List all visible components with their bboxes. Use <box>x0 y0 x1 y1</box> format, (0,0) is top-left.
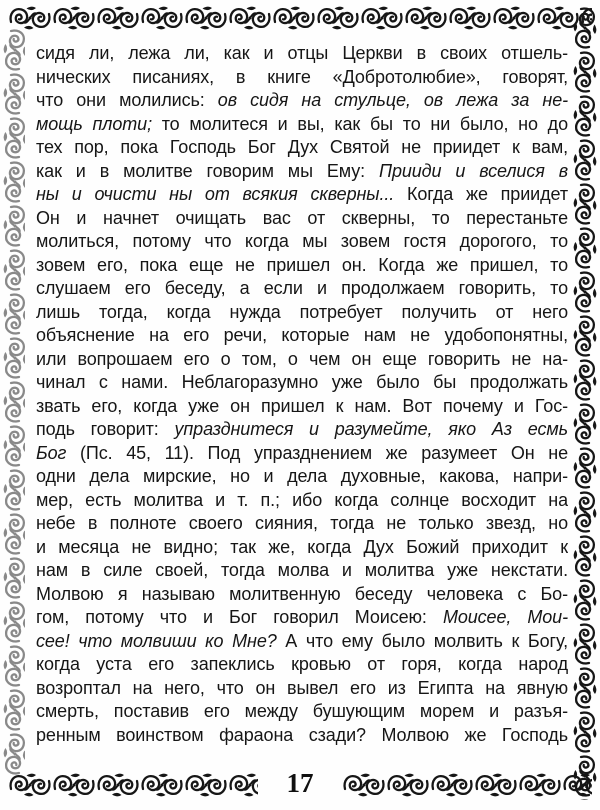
body-text <box>36 42 568 747</box>
ornamental-border-left <box>2 28 25 776</box>
text-run: возроптал на него, что он вывел его из Египта на явную <box>36 677 568 698</box>
text-run: Он и начнет очищать вас от скверны, то перестаньте <box>36 207 568 228</box>
quote-italic-run: Прииди и вселися в <box>379 160 568 181</box>
text-run: молиться, потому что когда мы зовем гостя дорогого, то <box>36 231 568 251</box>
text-line <box>36 324 568 348</box>
text-line <box>36 653 568 677</box>
text-run: тех пор, пока Господь Бог Дух Святой не приидет к вам, <box>36 137 568 157</box>
text-line <box>36 42 568 66</box>
text-run: как и в молитве говорим мы Ему: <box>36 160 379 181</box>
text-run: нических писаниях, в книге «Добротолюбие», говорят, <box>36 66 568 87</box>
text-line <box>36 677 568 701</box>
quote-italic-run: ны и очисти ны от всякия скверны... <box>36 184 395 204</box>
text-run: лишь тогда, когда нужда потребует получить от него <box>36 301 568 322</box>
text-run: что они молились: <box>36 90 218 110</box>
quote-italic-run: Моисее, Мои- <box>442 607 568 627</box>
text-run: подь говорит: <box>36 419 175 439</box>
quote-italic-run: мощь плоти; <box>36 113 152 134</box>
quote-italic-run: ов сидя на стульце, ов лежа за не- <box>217 90 568 110</box>
text-run: звать его, когда уже он пришел к нам. Вот почему и Гос- <box>36 395 568 416</box>
text-run: (Пс. 45, 11). Под упразднением же разумеет Он не <box>66 442 568 463</box>
text-run: сидя ли, лежа ли, как и отцы Церкви в своих отшель- <box>36 43 568 63</box>
quote-italic-run: упразднитеся и разумейте, яко Аз есмь <box>174 419 568 439</box>
text-line <box>36 348 568 372</box>
text-run: гом, потому что и Бог говорил Моисею: <box>36 607 443 627</box>
text-line <box>36 442 568 466</box>
text-line <box>36 160 568 184</box>
text-run: чинал с нами. Неблагоразумно уже было бы продолжать <box>36 372 568 392</box>
text-line <box>36 254 568 278</box>
text-run: то молитеся и вы, как бы то ни было, но до <box>151 113 568 134</box>
text-line <box>36 371 568 395</box>
text-run: объяснение на его речи, которые нам не удобопонятны, <box>36 325 568 345</box>
text-run: одни дела мирские, но и дела духовные, какова, напри- <box>36 466 568 486</box>
text-line <box>36 230 568 254</box>
text-line <box>36 207 568 231</box>
text-run: или вопрошаем его о том, о чем он еще говорить не на- <box>36 348 568 369</box>
text-line <box>36 66 568 90</box>
text-run: слушаем его беседу, а если и продолжаем говорить, то <box>36 278 568 298</box>
text-run: зовем его, пока еще не пришел он. Когда же пришел, то <box>36 254 568 275</box>
text-run: мер, есть молитва и т. п.; ибо когда солнце восходит на <box>36 489 568 510</box>
page-number: 17 <box>286 768 314 798</box>
text-line <box>36 489 568 513</box>
text-line <box>36 301 568 325</box>
text-line <box>36 700 568 724</box>
text-line <box>36 465 568 489</box>
quote-italic-run: сее! что молвиши ко Мне? <box>36 630 277 651</box>
text-run: и месяца не видно; так же, когда Дух Божий приходит к <box>36 536 568 557</box>
ornamental-border-top <box>8 5 592 32</box>
text-run: А что ему было молвить к Богу, <box>276 630 568 651</box>
text-line <box>36 512 568 536</box>
text-line <box>36 606 568 630</box>
text-line <box>36 136 568 160</box>
text-line <box>36 724 568 748</box>
text-line <box>36 183 568 207</box>
text-line <box>36 559 568 583</box>
text-line <box>36 89 568 113</box>
ornamental-border-right <box>572 6 597 800</box>
text-line <box>36 113 568 137</box>
text-run: когда уста его запеклись кровью от горя, когда народ <box>36 654 568 674</box>
text-line <box>36 418 568 442</box>
text-run: смерть, поставив его между бушующим морем и разъя- <box>36 701 568 721</box>
text-line <box>36 395 568 419</box>
quote-italic-run: Бог <box>36 442 67 463</box>
text-line <box>36 630 568 654</box>
text-run: Молвою я называю молитвенную беседу человека с Бо- <box>36 583 568 604</box>
text-line <box>36 277 568 301</box>
text-run: небе в полноте своего сияния, тогда не только звезд, но <box>36 513 568 533</box>
text-run: ренным воинством фараона сзади? Молвою же Господь <box>36 724 568 745</box>
text-run: Когда же приидет <box>394 184 568 204</box>
text-line <box>36 536 568 560</box>
text-line <box>36 583 568 607</box>
text-run: нам в силе своей, тогда молва и молитва уже некстати. <box>36 560 568 580</box>
